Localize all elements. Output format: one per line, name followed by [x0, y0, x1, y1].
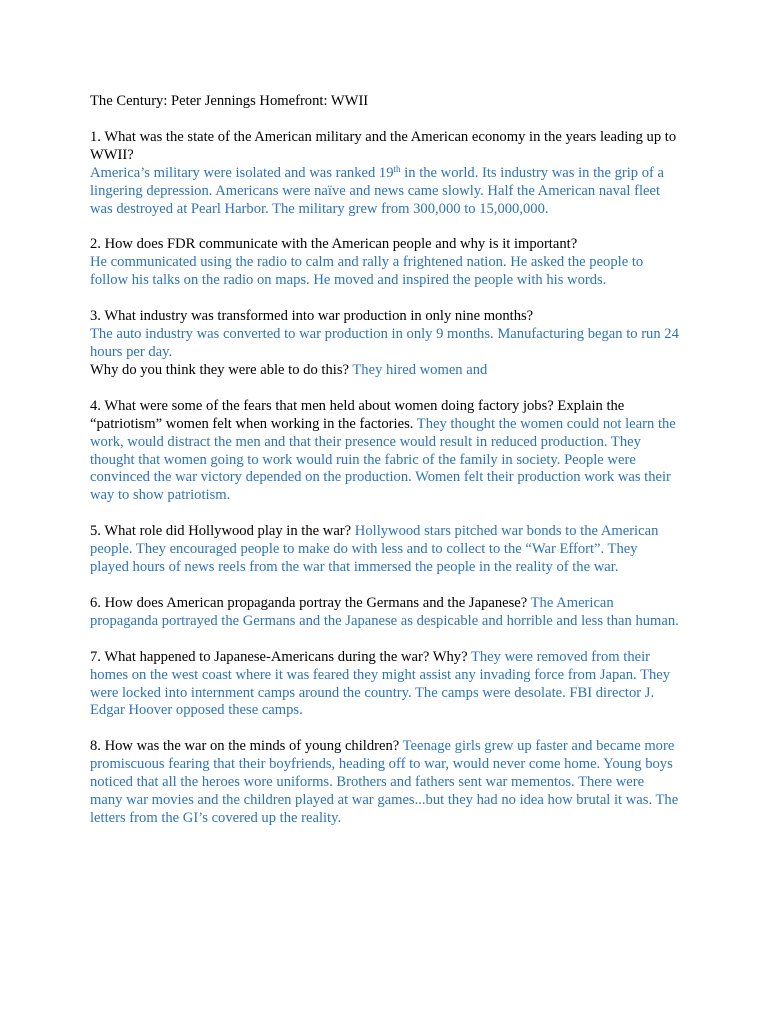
question-1-text: 1. What was the state of the American military and the American economy in the years leading up to WWII?: [90, 128, 677, 163]
answer-1-text: [90, 165, 680, 219]
answer-1-pre: America’s military were isolated and was ranked 19: [90, 164, 394, 181]
answer-7-text: They were removed from their homes on the west coast where it was feared they might assist any invading force from Japan. They were locked into internment camps around the country. The camps were desolate. FBI director J. Edgar Hoover opposed these camps.: [90, 648, 671, 719]
question-5-text: 5. What role did Hollywood play in the war?: [90, 523, 355, 540]
question-1-block: [90, 129, 680, 219]
answer-6-text: The American propaganda portrayed the Germans and the Japanese as despicable and horrible and less than human.: [90, 594, 679, 629]
question-6-text: 6. How does American propaganda portray the Germans and the Japanese?: [90, 594, 531, 611]
answer-2-text: He communicated using the radio to calm and rally a frightened nation. He asked the people to follow his talks on the radio on maps. He moved and inspired the people with his words.: [90, 254, 644, 289]
answer-4-text: They thought the women could not learn the work, would distract the men and that their presence would result in reduced production. They thought that women going to work would ruin the fabric of the family in society. People were convinced the war victory depended on the production. Women felt their production work was their way to show patriotism.: [90, 415, 676, 504]
question-4-block: [90, 398, 680, 505]
question-2-block: [90, 236, 680, 290]
answer-3-followup: They hired women and: [352, 361, 488, 378]
question-3-text: 3. What industry was transformed into war production in only nine months?: [90, 308, 534, 325]
answer-8-text: Teenage girls grew up faster and became more promiscuous fearing that their boyfriends, heading off to war, would never come home. Young boys noticed that all the heroes wore uniforms. Brothers and fathers sent war mementos. There were many war movies and the children played at war games...but they had no idea how brutal it was. The letters from the GI’s covered up the reality.: [90, 738, 679, 826]
question-7-block: [90, 649, 680, 721]
answer-5-text: Hollywood stars pitched war bonds to the American people. They encouraged people to make do with less and to collect to the “War Effort”. They played hours of news reels from the war that immersed the people in the reality of the war.: [90, 523, 659, 576]
answer-1-superscript: th: [393, 163, 401, 174]
question-8-block: [90, 738, 680, 828]
question-3-followup-question: Why do you think they were able to do this?: [90, 361, 353, 378]
question-3-followup: [90, 362, 680, 380]
question-2-text: 2. How does FDR communicate with the American people and why is it important?: [90, 236, 578, 253]
question-8-text: 8. How was the war on the minds of young children?: [90, 738, 403, 755]
answer-3-text: The auto industry was converted to war production in only 9 months. Manufacturing began to run 24 hours per day.: [90, 326, 679, 360]
question-6-block: [90, 595, 680, 631]
question-7-text: 7. What happened to Japanese-Americans during the war? Why?: [90, 648, 471, 665]
question-4-text: 4. What were some of the fears that men held about women doing factory jobs? Explain the “patriotism” women felt when working in the factories.: [90, 397, 625, 432]
document-title: The Century: Peter Jennings Homefront: WWII: [90, 93, 369, 109]
answer-1-post: in the world. Its industry was in the grip of a lingering depression. Americans were naïve and news came slowly. Half the American naval fleet was destroyed at Pearl Harbor. The military grew from 300,000 to 15,000,000.: [90, 164, 665, 217]
question-5-block: [90, 523, 680, 577]
question-3-block: [90, 308, 680, 380]
document-page: [90, 93, 680, 846]
